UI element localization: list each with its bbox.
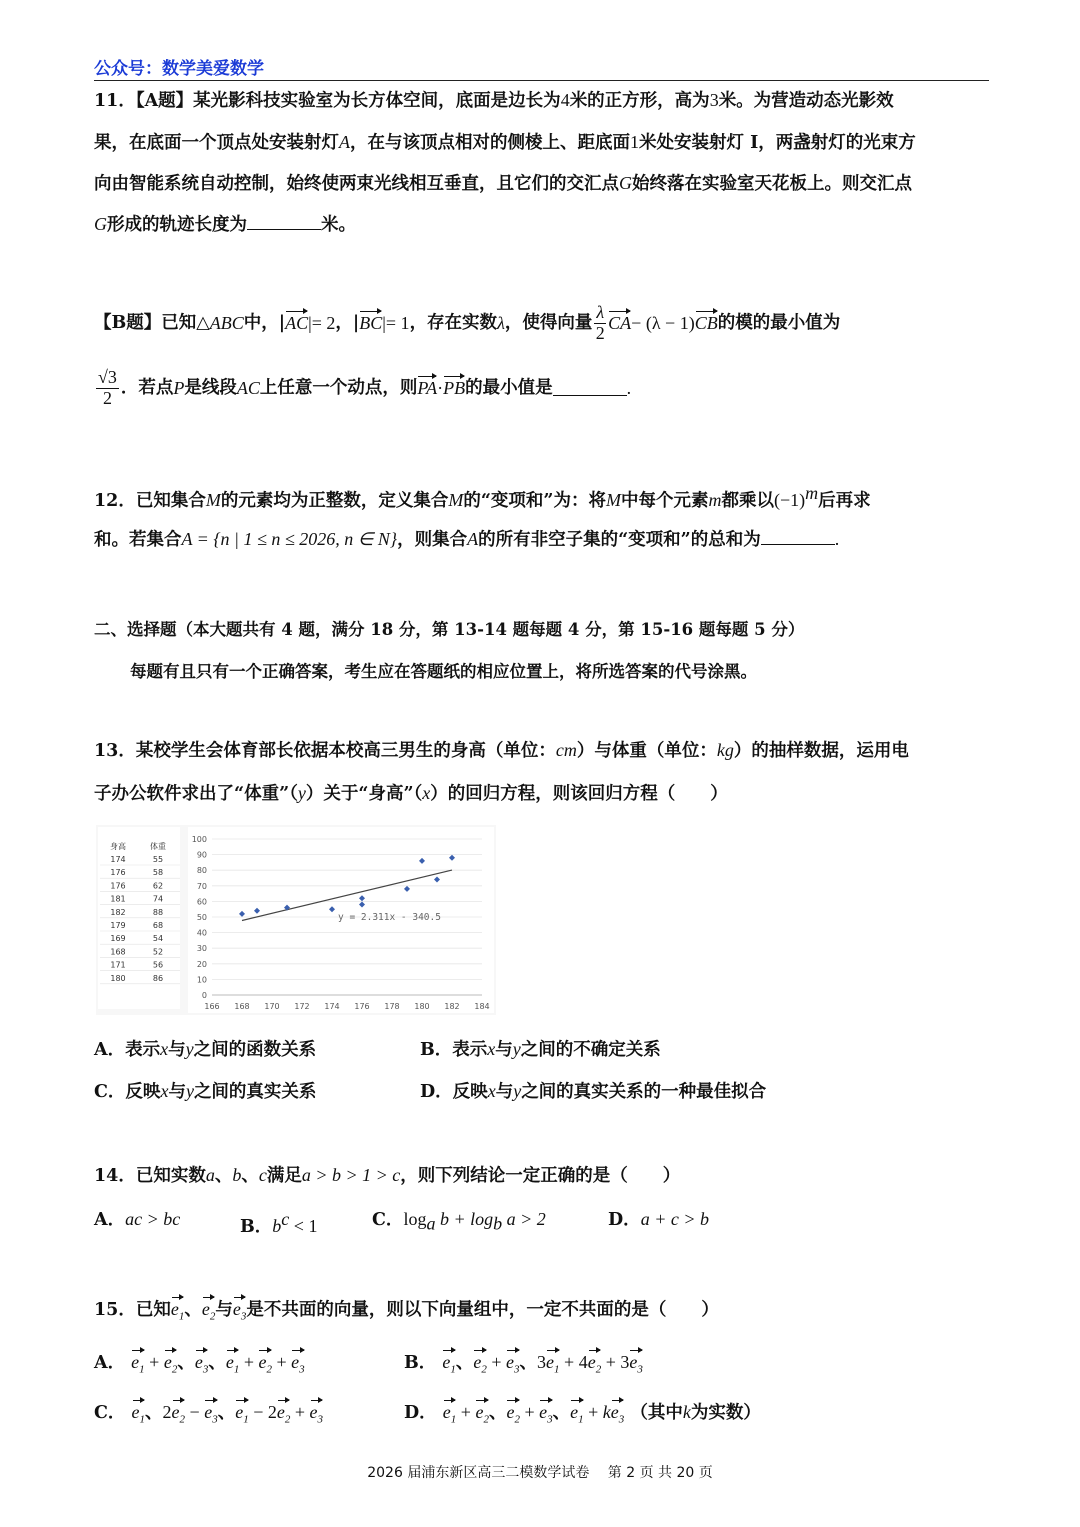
q15-line1: 15．已知$e_1$、$e_2$与$e_3$是不共面的向量，则以下向量组中，一定不共面的是（ ） [94, 1299, 719, 1323]
vector-e3: $e_3$ [232, 1299, 247, 1323]
scatter-chart [96, 825, 496, 1015]
table-cell-height: 179 [110, 921, 126, 930]
section2-note: 每题有且只有一个正确答案，考生应在答题纸的相应位置上，将所选答案的代号涂黑。 [130, 662, 757, 681]
y-tick-label: 80 [196, 866, 207, 876]
source-header: 公众号：数学美爱数学 [94, 59, 264, 79]
q15-option-d[interactable]: D． $e_1 + e_2$、$e_2 + e_3$、$e_1 + ke_3$ （其中k为实数） [404, 1402, 761, 1426]
fraction-sqrt3-half: $\frac{√3}{2}$ [98, 367, 117, 408]
table-header-height: 身高 [110, 842, 126, 851]
table-cell-height: 174 [110, 855, 126, 864]
q11b-line1: 【B题】已知△ ABC 中，| AC |= 2 ，| BC |= 1 ，存在实数 λ ，使得向量 $\frac{\lambda}{2}$ CA − (λ − 1) CB 的模的最小值为 [94, 302, 841, 343]
answer-blank [247, 215, 321, 230]
y-tick-label: 20 [196, 959, 207, 969]
table-cell-weight: 56 [152, 960, 164, 970]
q13-option-a[interactable]: A．表示x与y之间的函数关系 [94, 1039, 317, 1060]
q14-option-a[interactable]: A．ac > bc [94, 1209, 181, 1230]
q13-option-c[interactable]: C．反映x与y之间的真实关系 [94, 1081, 317, 1102]
vector-pb: PB [443, 378, 466, 399]
q13-line2: 子办公软件求出了“体重”（y）关于“身高”（x）的回归方程，则该回归方程（ ） [94, 783, 728, 804]
answer-blank [761, 530, 835, 545]
table-cell-height: 180 [110, 973, 126, 983]
q12-line1: 12．已知集合M的元素均为正整数，定义集合M的“变项和”为：将M中每个元素m都乘以$(-1)^m$后再求 [94, 483, 871, 511]
header-rule [94, 80, 989, 81]
vector-pa: PA [417, 378, 438, 399]
table-cell-weight: 74 [152, 894, 164, 904]
vector-e2: $e_2$ [201, 1299, 216, 1323]
q11b-line2: $\frac{√3}{2}$ ．若点 P 是线段 AC 上任意一个动点，则 PA · PB 的最小值是 . [98, 367, 632, 408]
q11-line3: 向由智能系统自动控制，始终使两束光线相互垂直，且它们的交汇点G始终落在实验室天花板上。则交汇点 [94, 173, 912, 194]
table-cell-weight: 62 [152, 881, 164, 891]
y-tick-label: 90 [196, 850, 207, 860]
page-footer: 2026 届浦东新区高三二模数学试卷 第 2 页 共 20 页 [367, 1465, 713, 1481]
x-tick-label: 176 [354, 1002, 370, 1011]
y-tick-label: 30 [196, 944, 207, 954]
x-tick-label: 172 [294, 1002, 310, 1011]
vector-bc: BC [359, 313, 383, 334]
q15-option-c[interactable]: C． $e_1$、$2e_2 - e_3$、$e_1 - 2e_2 + e_3$ [94, 1402, 323, 1426]
regression-equation-label: y = 2.311x - 340.5 [338, 912, 441, 924]
y-tick-label: 10 [196, 975, 207, 985]
q11-line1: 11．【A题】某光影科技实验室为长方体空间，底面是边长为4米的正方形，高为3米。为营造动态光影效 [94, 90, 894, 111]
table-cell-weight: 55 [152, 855, 164, 864]
q15-option-a[interactable]: A． $e_1 + e_2$、$e_3$、$e_1 + e_2 + e_3$ [94, 1352, 305, 1376]
y-tick-label: 0 [201, 991, 207, 1000]
table-cell-height: 169 [110, 934, 126, 944]
table-cell-height: 168 [110, 947, 126, 957]
y-tick-label: 50 [196, 913, 207, 922]
fraction-lambda-half: $\frac{\lambda}{2}$ [595, 302, 605, 343]
x-tick-label: 166 [204, 1002, 220, 1011]
vector-ac: AC [285, 313, 309, 334]
table-cell-weight: 52 [152, 947, 164, 957]
regression-figure [96, 825, 496, 1015]
q11-line2: 果，在底面一个顶点处安装射灯A，在与该顶点相对的侧棱上、距底面1米处安装射灯 I，两盏射灯的光束方 [94, 132, 916, 153]
y-tick-label: 60 [196, 897, 207, 907]
x-tick-label: 168 [234, 1002, 250, 1011]
table-cell-height: 171 [110, 960, 126, 970]
answer-blank [553, 381, 627, 396]
q13-option-d[interactable]: D．反映x与y之间的真实关系的一种最佳拟合 [420, 1081, 767, 1102]
table-cell-weight: 58 [152, 868, 164, 878]
vector-ca: CA [608, 313, 632, 334]
q14-line1: 14．已知实数a、b、c满足a > b > 1 > c，则下列结论一定正确的是（ ） [94, 1165, 681, 1186]
section2-title: 二、选择题（本大题共有 4 题，满分 18 分，第 13-14 题每题 4 分，第 15-16 题每题 5 分） [94, 620, 805, 639]
x-tick-label: 184 [474, 1002, 490, 1011]
data-table [98, 827, 180, 1009]
table-cell-height: 181 [110, 894, 126, 904]
x-tick-label: 170 [264, 1002, 280, 1011]
q11-line4: G形成的轨迹长度为 米。 [94, 214, 356, 235]
vector-e1: $e_1$ [170, 1299, 185, 1323]
table-cell-height: 182 [110, 907, 126, 917]
y-tick-label: 70 [196, 881, 207, 891]
table-cell-weight: 68 [152, 921, 164, 930]
q14-option-c[interactable]: C．$\log_a b + \log_b a > 2$ [372, 1209, 546, 1234]
x-tick-label: 180 [414, 1002, 430, 1011]
q15-option-b[interactable]: B． $e_1$、$e_2 + e_3$、$3e_1 + 4e_2 + 3e_3$ [404, 1352, 643, 1376]
table-header-weight: 体重 [150, 842, 166, 851]
table-cell-height: 176 [110, 868, 126, 878]
table-cell-weight: 88 [152, 907, 164, 917]
chart-area [188, 827, 494, 1013]
q14-option-d[interactable]: D．a + c > b [608, 1209, 709, 1230]
q14-option-b[interactable]: B．$b^c < 1$ [240, 1209, 318, 1237]
vector-cb: CB [694, 313, 718, 334]
x-tick-label: 178 [384, 1002, 400, 1011]
x-tick-label: 182 [444, 1002, 460, 1011]
x-tick-label: 174 [324, 1002, 340, 1011]
y-tick-label: 40 [196, 928, 207, 938]
q13-line1: 13．某校学生会体育部长依据本校高三男生的身高（单位：cm）与体重（单位：kg）的抽样数据，运用电 [94, 740, 909, 761]
table-cell-height: 176 [110, 881, 126, 891]
q12-line2: 和。若集合A = {n | 1 ≤ n ≤ 2026, n ∈ N}，则集合A的所有非空子集的“变项和”的总和为 . [94, 529, 840, 550]
y-tick-label: 100 [191, 835, 207, 844]
table-cell-weight: 86 [152, 973, 164, 983]
q13-option-b[interactable]: B．表示x与y之间的不确定关系 [420, 1039, 661, 1060]
table-cell-weight: 54 [152, 934, 164, 944]
